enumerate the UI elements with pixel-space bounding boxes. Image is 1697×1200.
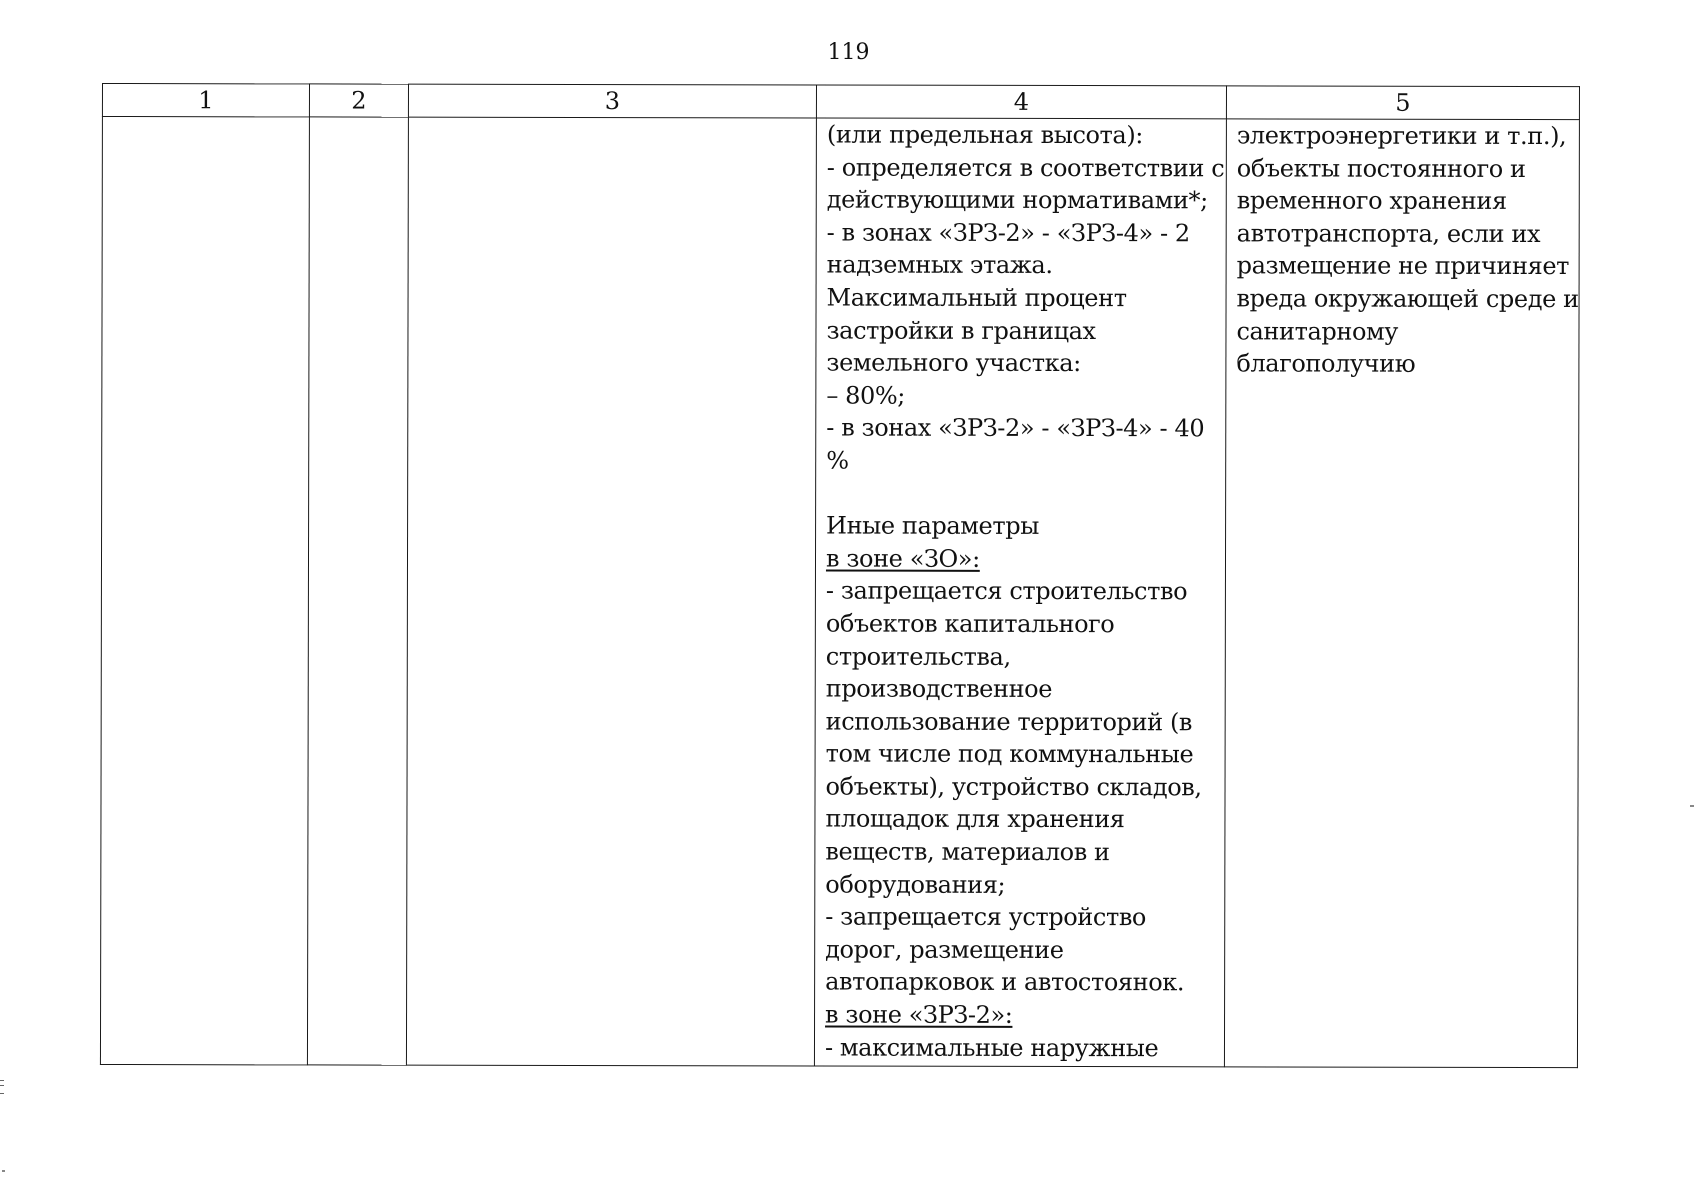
zone-heading: в зоне «ЗО»: <box>825 544 980 573</box>
text-line: использование территорий (в <box>825 707 1193 736</box>
text-line: строительства, <box>825 642 1011 671</box>
regulations-table <box>100 83 1580 1068</box>
text-line: том числе под коммунальные <box>825 739 1194 769</box>
permitted-uses-text <box>1226 119 1579 380</box>
table-row <box>100 117 1579 1068</box>
text-line: - максимальные наружные <box>824 1033 1159 1062</box>
text-line: веществ, материалов и <box>825 837 1110 867</box>
text-line: Максимальный процент <box>826 283 1127 313</box>
text-line: производственное <box>825 674 1053 704</box>
table-header-row <box>102 84 1579 120</box>
text-line: - в зонах «ЗРЗ-2» - «ЗРЗ-4» - 2 <box>826 218 1190 248</box>
scan-speck <box>1690 805 1694 807</box>
text-line: - запрещается строительство <box>825 576 1188 606</box>
text-line: благополучию <box>1236 349 1416 378</box>
text-line: % <box>826 446 849 475</box>
column-header-5: 5 <box>1226 86 1579 120</box>
scan-edge-mark <box>0 1080 4 1094</box>
text-line: - в зонах «ЗРЗ-2» - «ЗРЗ-4» - 40 <box>826 413 1205 443</box>
text-line: Иные параметры <box>826 511 1039 541</box>
text-line: объекты постоянного и <box>1236 153 1526 183</box>
text-line: электроэнергетики и т.п.), <box>1236 121 1567 151</box>
text-line: – 80%; <box>826 381 906 410</box>
scan-speck <box>2 1170 5 1172</box>
cell-col-4 <box>814 118 1226 1067</box>
column-header-1: 1 <box>102 84 309 117</box>
text-line: действующими нормативами*; <box>826 185 1208 215</box>
text-line: автотранспорта, если их <box>1236 219 1541 248</box>
text-line: надземных этажа. <box>826 250 1053 280</box>
column-header-2: 2 <box>309 84 408 117</box>
text-line <box>826 477 1217 510</box>
cell-col-1 <box>100 117 309 1065</box>
zone-heading: в зоне «ЗРЗ-2»: <box>825 1000 1013 1029</box>
text-line: - запрещается устройство <box>825 902 1147 932</box>
text-line: размещение не причиняет <box>1236 251 1570 281</box>
text-line: - определяется в соответствии с <box>826 153 1225 182</box>
text-line: автопарковок и автостоянок. <box>825 967 1185 997</box>
cell-col-2 <box>307 117 408 1065</box>
text-line: оборудования; <box>825 870 1006 899</box>
parameters-text <box>815 118 1226 1064</box>
column-header-3: 3 <box>408 84 816 118</box>
text-line: вреда окружающей среде и <box>1236 284 1579 314</box>
page-number: 119 <box>827 40 870 65</box>
text-line: застройки в границах <box>826 316 1096 345</box>
text-line: дорог, размещение <box>825 935 1064 964</box>
text-line: площадок для хранения <box>825 804 1125 834</box>
text-line: объекты), устройство складов, <box>825 772 1202 802</box>
text-line: санитарному <box>1236 316 1399 346</box>
text-line: (или предельная высота): <box>826 120 1144 150</box>
column-header-4: 4 <box>816 85 1226 119</box>
text-line: временного хранения <box>1236 186 1507 216</box>
cell-col-5 <box>1224 119 1579 1068</box>
cell-col-3 <box>406 117 816 1066</box>
text-line: объектов капитального <box>825 609 1115 639</box>
text-line: земельного участка: <box>826 348 1081 378</box>
